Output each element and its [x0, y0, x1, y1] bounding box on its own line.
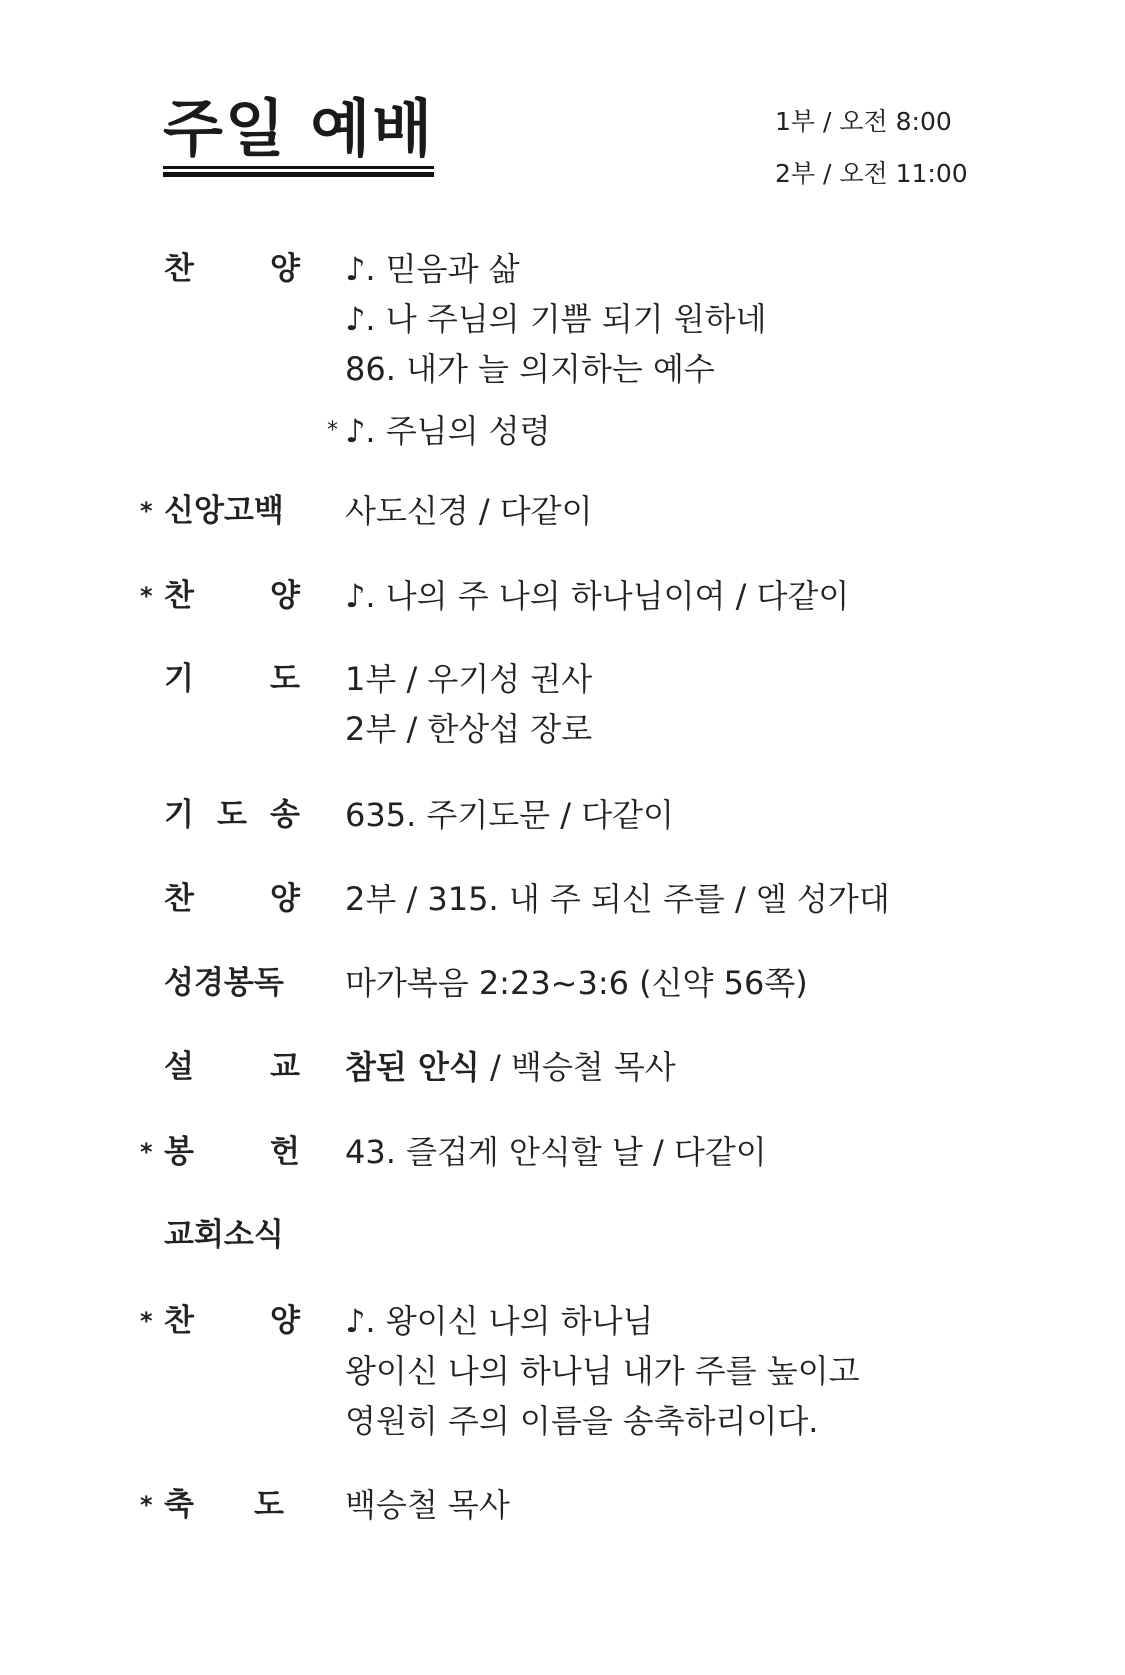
service-time-second: 2부 / 오전 11:00 [775, 159, 968, 188]
label-char: 헌 [270, 1134, 300, 1170]
label-char: 봉 [164, 1134, 194, 1170]
order-content [345, 486, 1065, 536]
content-line: 2부 / 315. 내 주 되신 주를 / 엘 성가대 [345, 880, 890, 918]
label-char: 도 [254, 1487, 284, 1523]
content-line: ♪. 나 주님의 기쁨 되기 원하네 [345, 300, 767, 338]
standing-mark: * [140, 1307, 153, 1335]
order-content [345, 1480, 1065, 1530]
order-label [140, 790, 300, 840]
label-char: 설 [164, 1049, 194, 1085]
standing-mark: * [140, 1138, 153, 1166]
content-line: 마가복음 2:23~3:6 (신약 56쪽) [345, 964, 808, 1002]
sermon-preacher: / 백승철 목사 [479, 1048, 676, 1086]
label-char: 기 [164, 797, 194, 833]
order-content [345, 1296, 1065, 1446]
label-char: 양 [270, 578, 300, 614]
label-char: 도 [270, 661, 300, 697]
content-line: 사도신경 / 다같이 [345, 492, 593, 530]
standing-mark: * [140, 1491, 153, 1519]
content-line: 영원히 주의 이름을 송축하리이다. [345, 1402, 819, 1440]
order-label [140, 1480, 300, 1530]
order-content [345, 1042, 1065, 1092]
content-line: 635. 주기도문 / 다같이 [345, 796, 674, 834]
content-line: 1부 / 우기성 권사 [345, 660, 593, 698]
label-char: 기 [164, 661, 194, 697]
service-times [775, 96, 968, 200]
order-content [345, 874, 1065, 924]
label-char: 양 [270, 1303, 300, 1339]
order-content [345, 571, 1065, 621]
label-char: 교 [270, 1049, 300, 1085]
label-char: 양 [270, 251, 300, 287]
order-label [140, 1296, 300, 1346]
order-content [345, 654, 1065, 754]
label-text: 신앙고백 [164, 493, 284, 529]
label-char: 찬 [164, 881, 194, 917]
order-content [345, 1127, 1065, 1177]
label-char: 도 [217, 797, 247, 833]
sermon-title: 참된 안식 [345, 1048, 480, 1086]
page-title: 주일 예배 [163, 98, 434, 169]
order-label [140, 244, 300, 294]
order-label [140, 654, 300, 704]
label-text: 성경봉독 [164, 965, 284, 1001]
content-line: 왕이신 나의 하나님 내가 주를 높이고 [345, 1352, 860, 1390]
label-char: 찬 [164, 578, 194, 614]
order-label [140, 874, 300, 924]
content-line: ♪. 왕이신 나의 하나님 [345, 1302, 654, 1340]
content-line: 43. 즐겁게 안식할 날 / 다같이 [345, 1133, 767, 1171]
content-line: ♪. 믿음과 삶 [345, 250, 520, 288]
service-time-first: 1부 / 오전 8:00 [775, 107, 952, 136]
content-line: ♪. 나의 주 나의 하나님이여 / 다같이 [345, 577, 850, 615]
order-label [140, 1042, 300, 1092]
label-char: 송 [270, 797, 300, 833]
standing-mark: * [140, 497, 153, 525]
label-char: 찬 [164, 251, 194, 287]
content-line [345, 1042, 1065, 1092]
label-text: 교회소식 [164, 1217, 284, 1253]
content-line: 86. 내가 늘 의지하는 예수 [345, 350, 715, 388]
order-label [140, 571, 300, 621]
label-char: 찬 [164, 1303, 194, 1339]
order-content [345, 958, 1065, 1008]
content-line: 2부 / 한상섭 장로 [345, 710, 593, 748]
content-line: 백승철 목사 [345, 1486, 510, 1524]
order-label [140, 1127, 300, 1177]
order-content [345, 790, 1065, 840]
order-label [140, 486, 300, 536]
order-content [345, 244, 1065, 456]
label-char: 양 [270, 881, 300, 917]
standing-mark: * [140, 582, 153, 610]
order-label [140, 958, 300, 1008]
content-line: * ♪. 주님의 성령 [345, 406, 1065, 456]
label-char: 축 [164, 1487, 194, 1523]
order-label [140, 1210, 300, 1260]
